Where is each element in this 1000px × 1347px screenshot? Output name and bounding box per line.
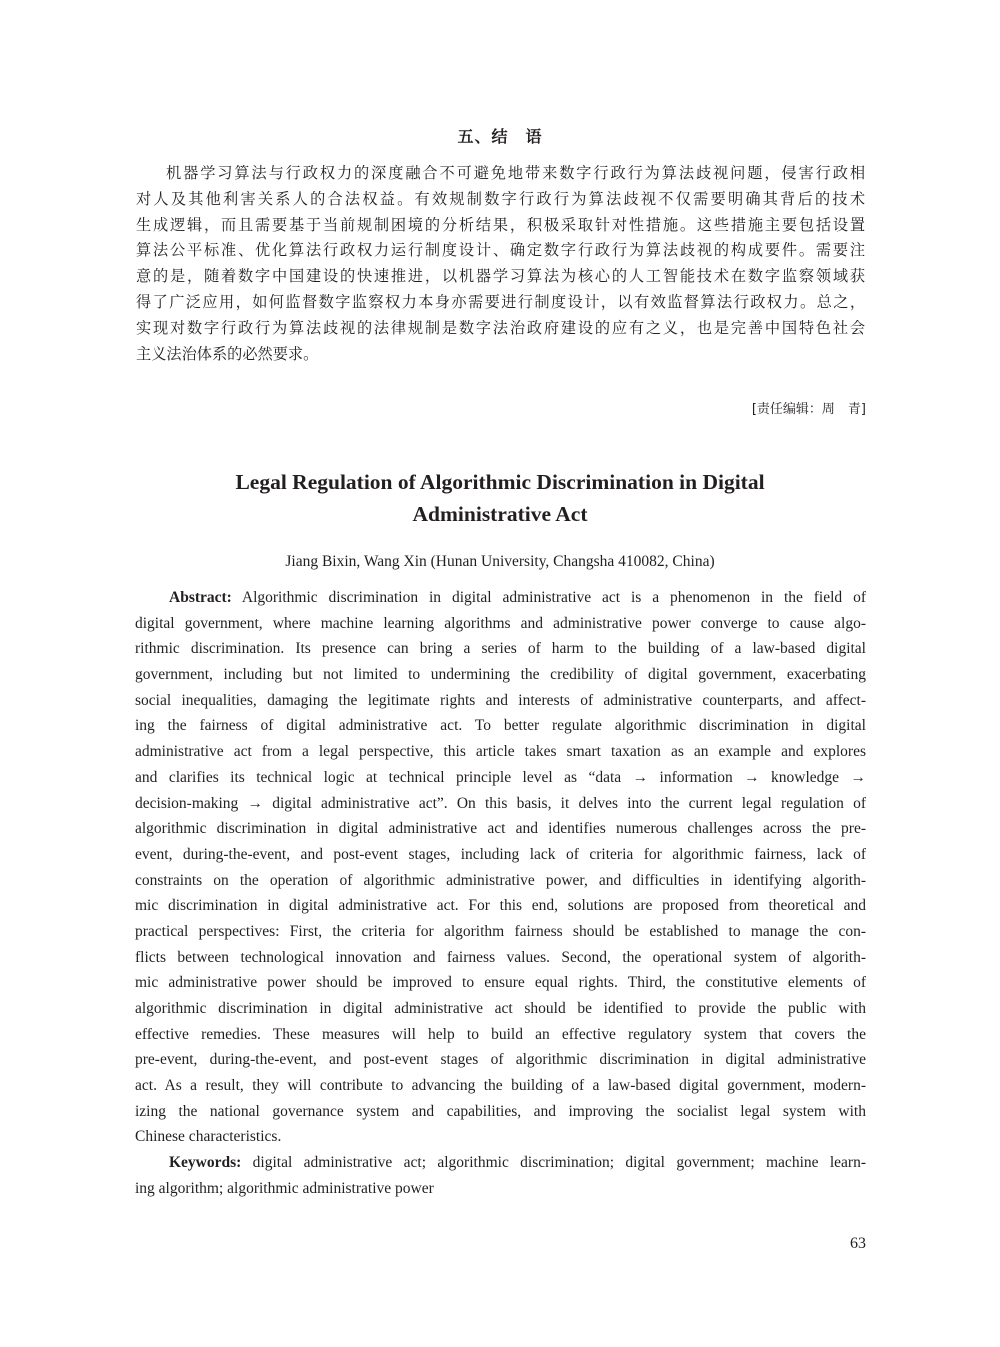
abstract-line: event, during-the-event, and post-event stages, including lack of criteria for algorithmic fairness, lack of [135,845,866,863]
conclusion-line: 实现对数字行政行为算法歧视的法律规制是数字法治政府建设的应有之义，也是完善中国特色社会 [136,318,865,337]
abstract-line: mic administrative power should be improved to ensure equal rights. Third, the constitutive elements of [135,974,866,992]
abstract-line: algorithmic discrimination in digital administrative act and identifies numerous challenges across the pre- [135,820,866,838]
abstract-line: ing the fairness of digital administrative act. To better regulate algorithmic discrimination in digital [135,717,866,735]
editor-note: [责任编辑：周 青] [751,402,866,417]
abstract-line: pre-event, during-the-event, and post-event stages of algorithmic discrimination in digital administrative [135,1051,866,1069]
abstract-line: rithmic discrimination. Its presence can bring a series of harm to the building of a law-based digital [135,640,866,658]
abstract-text: Algorithmic discrimination in digital administrative act is a phenomenon in the field of [231,589,866,606]
conclusion-line: 意的是，随着数字中国建设的快速推进，以机器学习算法为核心的人工智能技术在数字监察领域获 [136,267,865,286]
abstract-line: practical perspectives: First, the criteria for algorithm fairness should be established to manage the con- [135,922,866,940]
abstract-line: social inequalities, damaging the legitimate rights and interests of administrative counterparts, and affect- [135,691,866,709]
conclusion-line: 算法公平标准、优化算法行政权力运行制度设计、确定数字行政行为算法歧视的构成要件。需要注 [136,241,865,260]
keywords-first-line [135,1150,866,1176]
page-number: 63 [850,1235,866,1252]
abstract-block [135,585,866,1202]
conclusion-paragraph [136,161,865,367]
abstract-label: Abstract: [169,589,232,606]
conclusion-line: 主义法治体系的必然要求。 [136,344,319,363]
abstract-line: algorithmic discrimination in digital administrative act should be identified to provide the public with [135,1000,866,1017]
abstract-line: constraints on the operation of algorithmic administrative power, and difficulties in identifying algorith- [135,871,866,889]
keywords-text: digital administrative act; algorithmic discrimination; digital government; machine learn- [241,1154,866,1172]
abstract-line: effective remedies. These measures will help to build an effective regulatory system that covers the [135,1025,866,1043]
abstract-line: act. As a result, they will contribute to advancing the building of a law-based digital government, modern- [135,1077,866,1095]
conclusion-line: 机器学习算法与行政权力的深度融合不可避免地带来数字行政行为算法歧视问题，侵害行政相 [166,164,865,182]
abstract-line: flicts between technological innovation and fairness values. Second, the operational system of algorith- [135,948,866,966]
abstract-line: decision-making → digital administrative act”. On this basis, it delves into the current legal regulation of [135,794,866,812]
abstract-line: digital government, where machine learning algorithms and administrative power converge to cause algo- [135,614,866,632]
abstract-line: and clarifies its technical logic at technical principle level as “data → information → knowledge → [135,768,866,786]
keywords-line: ing algorithm; algorithmic administrative power [135,1179,434,1197]
abstract-line: government, including but not limited to undermining the credibility of digital government, exacerbating [135,666,866,684]
abstract-line: Chinese characteristics. [135,1128,282,1146]
abstract-first-line [135,585,866,611]
conclusion-line: 生成逻辑，而且需要基于当前规制困境的分析结果，积极采取针对性措施。这些措施主要包括设置 [136,215,865,234]
conclusion-line: 对人及其他利害关系人的合法权益。有效规制数字行政行为算法歧视不仅需要明确其背后的技术 [136,189,865,208]
english-title-line-2: Administrative Act [412,502,588,526]
conclusion-heading: 五、结 语 [457,127,543,146]
abstract-line: administrative act from a legal perspective, this article takes smart taxation as an example and explores [135,743,866,761]
authors-affiliation: Jiang Bixin, Wang Xin (Hunan University, Changsha 410082, China) [285,553,715,570]
english-title-line-1: Legal Regulation of Algorithmic Discrimination in Digital [235,470,765,494]
abstract-line: izing the national governance system and capabilities, and improving the socialist legal system with [135,1102,866,1120]
keywords-label: Keywords: [169,1154,242,1172]
conclusion-line: 得了广泛应用，如何监督数字监察权力本身亦需要进行制度设计，以有效监督算法行政权力。总之， [136,292,865,311]
abstract-line: mic discrimination in digital administrative act. For this end, solutions are proposed from theoretical and [135,897,866,915]
english-title [0,466,1000,530]
